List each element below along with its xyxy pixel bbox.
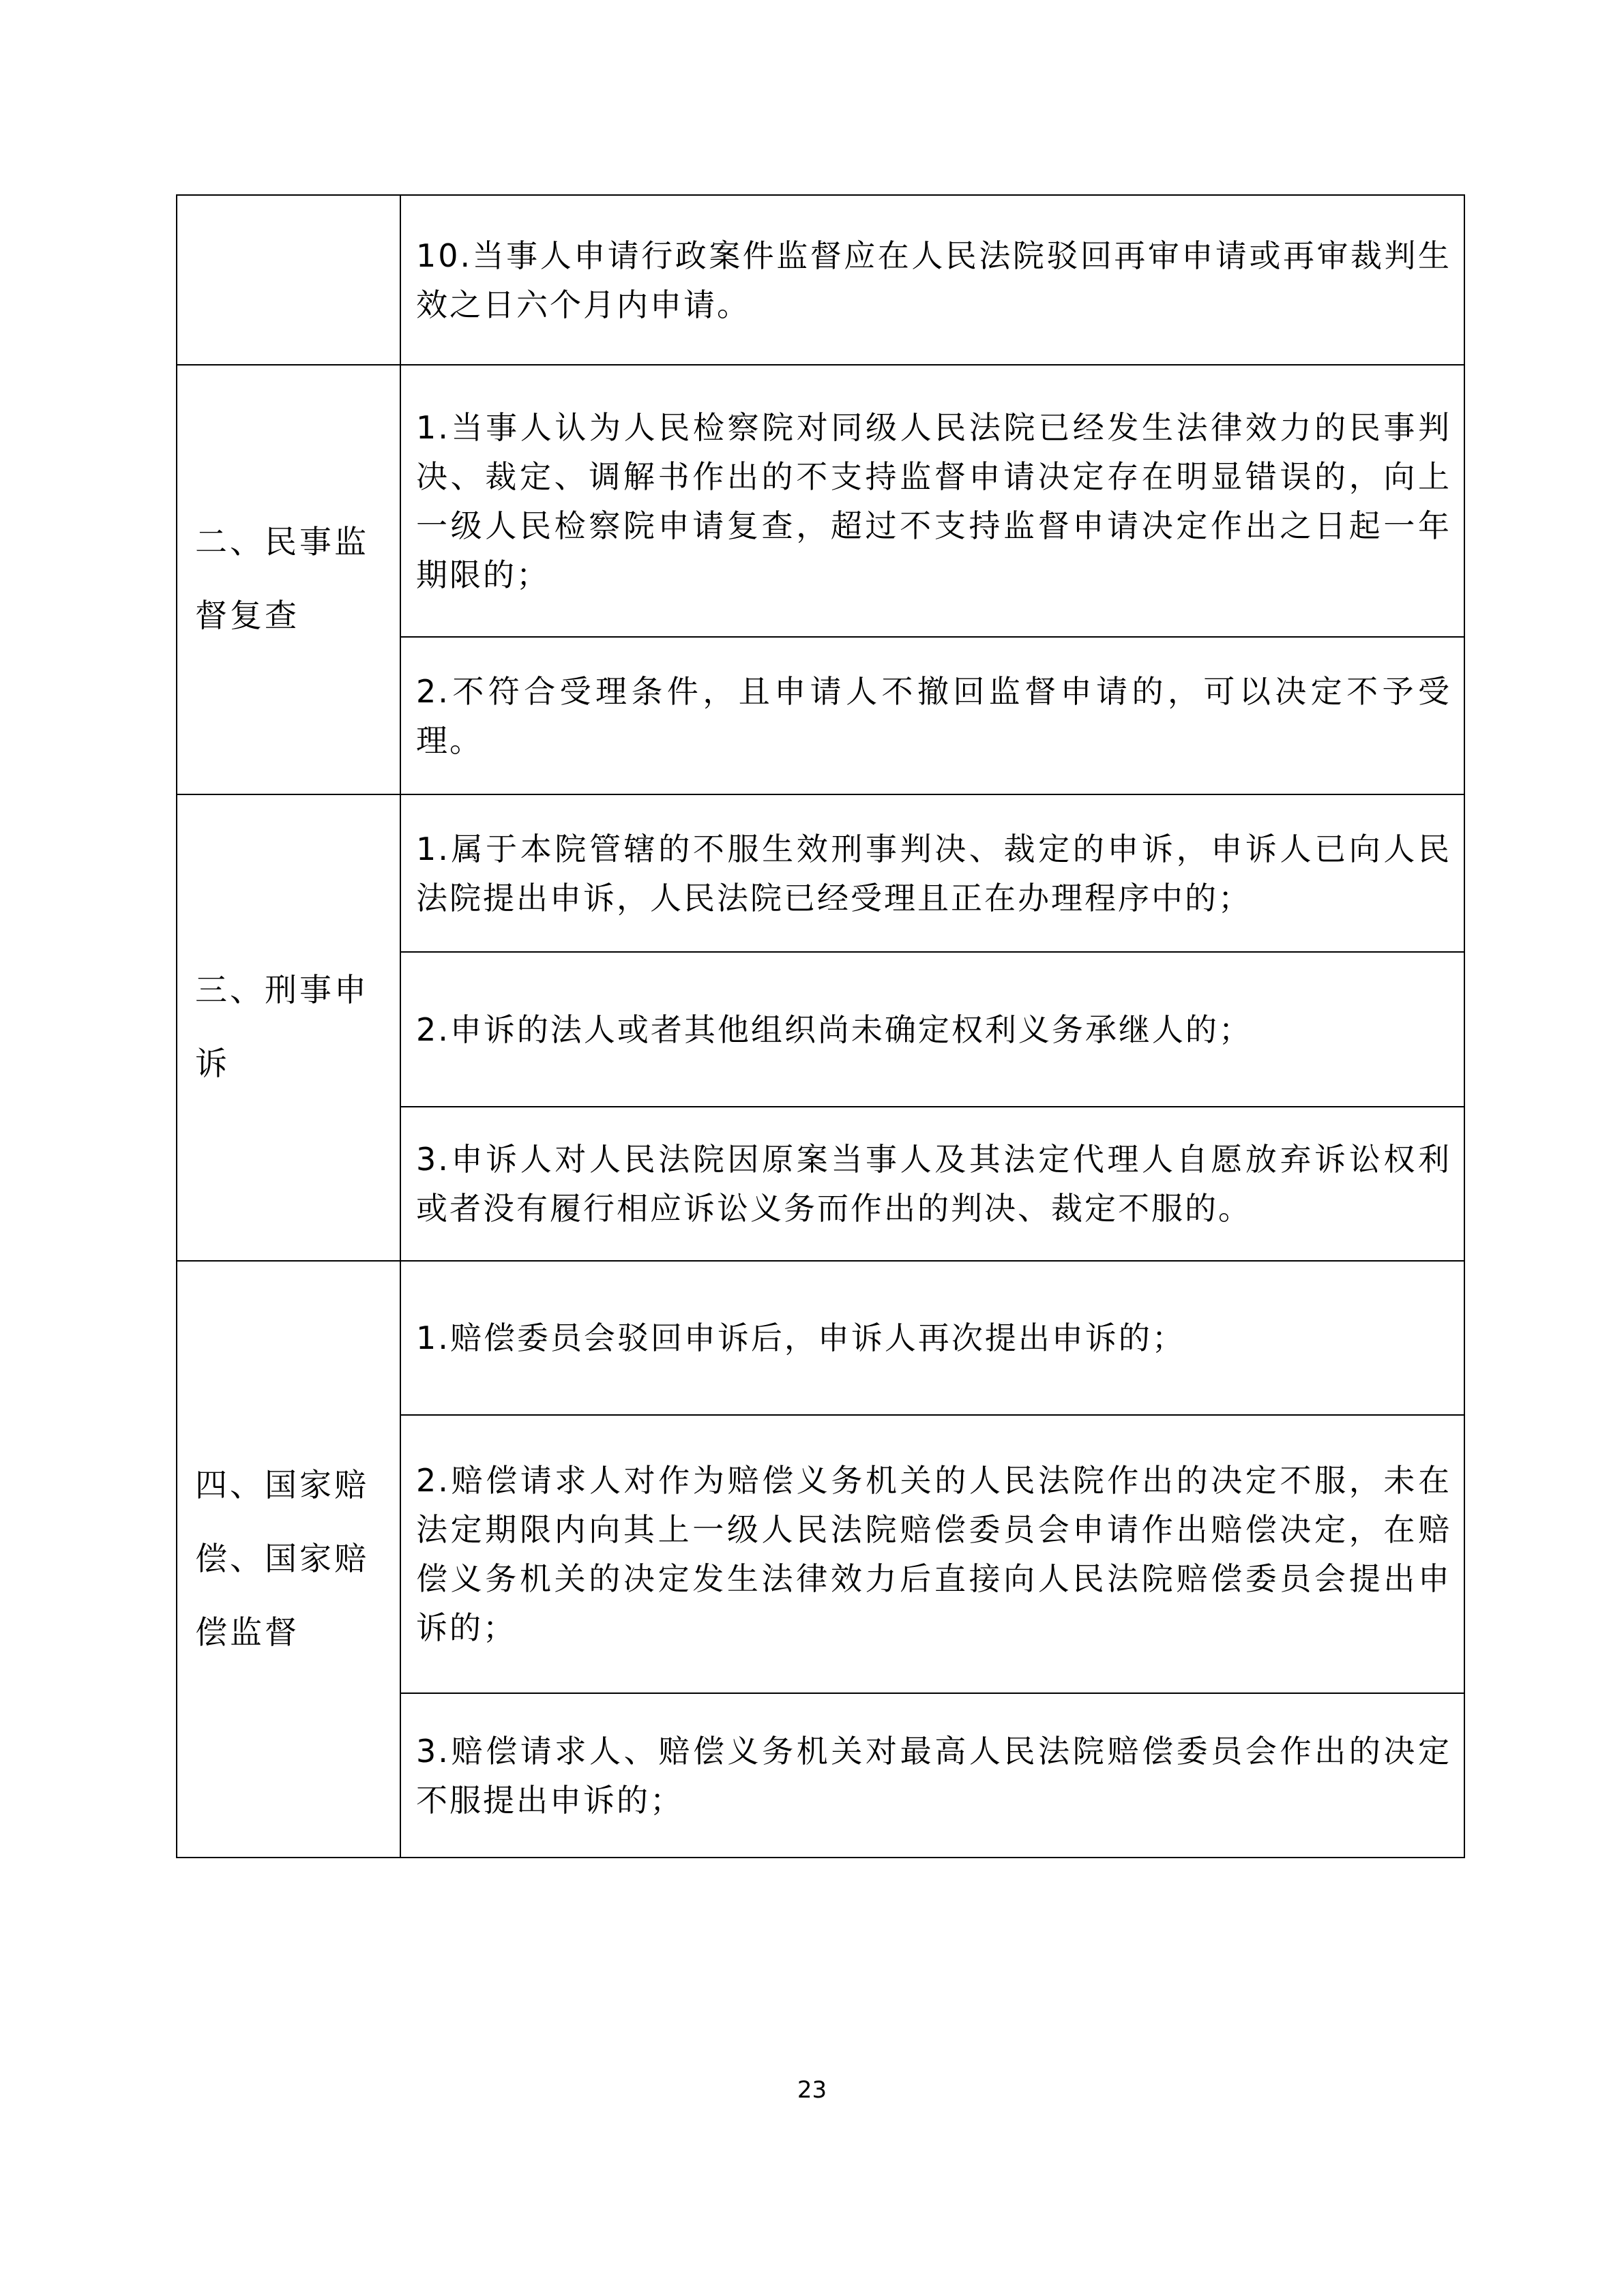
category-label: 四、国家赔偿、国家赔偿监督 (195, 1466, 369, 1652)
category-cell (177, 195, 400, 365)
category-cell (177, 365, 400, 794)
item-text: 10.当事人申请行政案件监督应在人民法院驳回再审申请或再审裁判生效之日六个月内申请。 (416, 237, 1451, 323)
item-text: 3.赔偿请求人、赔偿义务机关对最高人民法院赔偿委员会作出的决定不服提出申诉的； (416, 1732, 1451, 1819)
table-body (177, 195, 1464, 1858)
item-text: 2.赔偿请求人对作为赔偿义务机关的人民法院作出的决定不服，未在法定期限内向其上一级人民法院赔偿委员会申请作出赔偿决定，在赔偿义务机关的决定发生法律效力后直接向人民法院赔偿委员会提出申诉的； (416, 1462, 1451, 1646)
table-row (177, 195, 1464, 365)
item-cell (400, 1261, 1464, 1415)
item-text: 2.申诉的法人或者其他组织尚未确定权利义务承继人的； (416, 1011, 1252, 1048)
item-cell (400, 794, 1464, 952)
category-label: 二、民事监督复查 (195, 524, 369, 635)
category-cell (177, 1261, 400, 1858)
item-text: 1.属于本院管辖的不服生效刑事判决、裁定的申诉，申诉人已向人民法院提出申诉，人民法院已经受理且正在办理程序中的； (416, 830, 1451, 916)
item-text: 1.当事人认为人民检察院对同级人民法院已经发生法律效力的民事判决、裁定、调解书作出的不支持监督申请决定存在明显错误的，向上一级人民检察院申请复查，超过不支持监督申请决定作出之日起一年期限的； (416, 408, 1451, 593)
item-text: 1.赔偿委员会驳回申诉后，申诉人再次提出申诉的； (416, 1320, 1185, 1356)
item-cell (400, 1693, 1464, 1858)
table-row (177, 794, 1464, 952)
table-row (177, 1261, 1464, 1415)
table-row (177, 365, 1464, 637)
item-cell (400, 195, 1464, 365)
item-text: 3.申诉人对人民法院因原案当事人及其法定代理人自愿放弃诉讼权利或者没有履行相应诉讼义务而作出的判决、裁定不服的。 (416, 1141, 1451, 1227)
item-cell (400, 952, 1464, 1107)
page-number: 23 (797, 2076, 827, 2104)
category-label: 三、刑事申诉 (195, 972, 369, 1083)
item-cell (400, 365, 1464, 637)
item-cell (400, 1415, 1464, 1693)
item-text: 2.不符合受理条件，且申请人不撤回监督申请的，可以决定不予受理。 (416, 672, 1451, 759)
procedure-table (176, 194, 1465, 1858)
category-cell (177, 794, 400, 1261)
item-cell (400, 1107, 1464, 1261)
item-cell (400, 637, 1464, 794)
